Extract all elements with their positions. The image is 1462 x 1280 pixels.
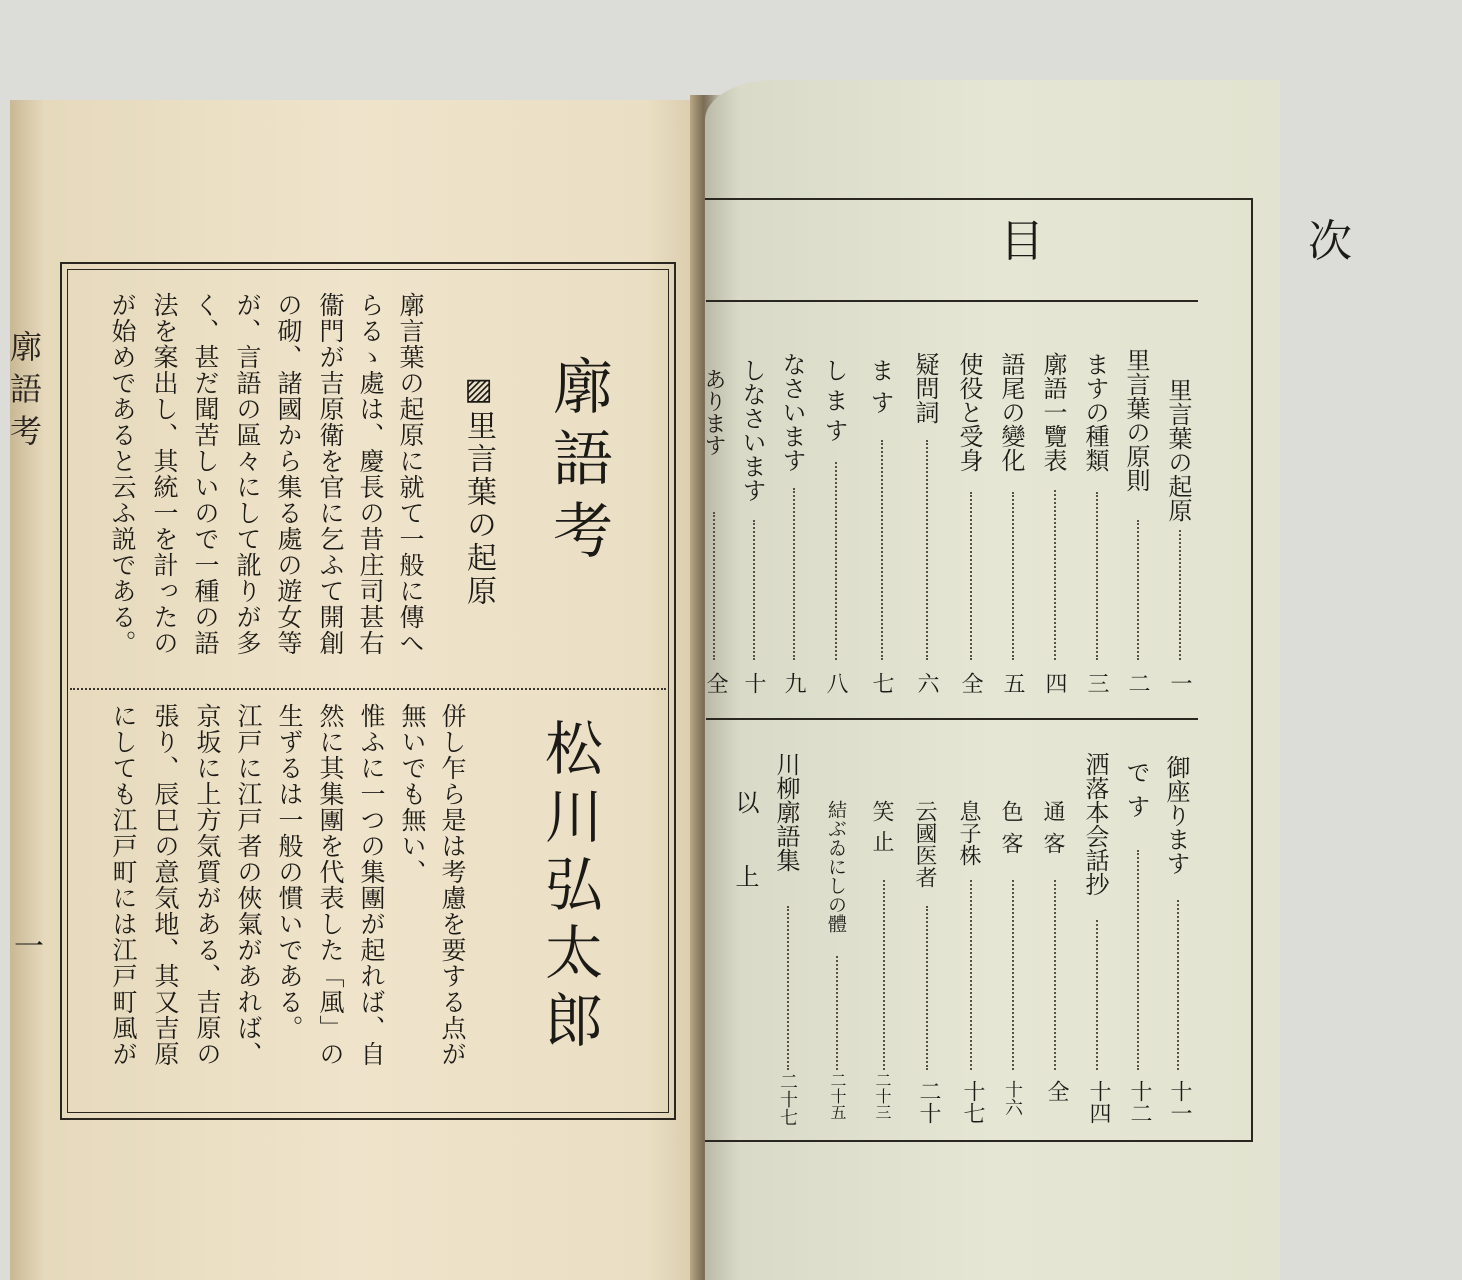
toc-entry-page: 九 <box>781 672 806 694</box>
toc-entry-title: 息子株 <box>956 800 981 866</box>
toc-entry-page: 三 <box>1084 672 1109 694</box>
toc-entry-page: 全 <box>703 672 728 694</box>
toc-entry-page: 七 <box>869 672 894 694</box>
toc-entry-title: 通客 <box>1040 800 1065 864</box>
toc-entry-page: 一 <box>1167 672 1192 694</box>
body-column: 併し乍ら是は考慮を要する点が <box>438 703 467 1067</box>
toc-entry-title: 笑止 <box>869 800 894 860</box>
toc-entry-page: 十 <box>741 672 766 694</box>
toc-entry-title: しなさいます <box>738 358 766 502</box>
toc-dot-leader <box>1012 492 1014 660</box>
toc-dot-leader <box>1137 520 1139 660</box>
toc-entry-page: 二十七 <box>777 1072 798 1126</box>
body-column: にしても江戸町には江戸町風が <box>109 703 138 1067</box>
author-name: 松川弘太郎 <box>535 718 603 1058</box>
page-number: 一 <box>8 930 43 960</box>
toc-entry-title: ますの種類 <box>1081 352 1109 472</box>
toc-entry-title: します <box>820 358 848 448</box>
body-column: 法を案出し、其統一を計ったの <box>150 292 179 656</box>
toc-dot-leader <box>1012 880 1014 1070</box>
body-column: く、甚だ聞苦しいので一種の語 <box>191 292 220 656</box>
toc-entry-title: 里言葉の原則 <box>1122 348 1150 492</box>
toc-dot-leader <box>881 440 883 660</box>
toc-title-rule <box>706 300 1198 302</box>
toc-entry-page: 二十 <box>916 1080 941 1124</box>
toc-entry-title: 洒落本会話抄 <box>1081 752 1109 896</box>
body-column: 無いでも無い、 <box>398 703 427 885</box>
spine-title: 廓語考 <box>5 330 43 456</box>
toc-section-rule <box>706 718 1198 720</box>
toc-dot-leader <box>970 880 972 1070</box>
section-heading: ▨里言葉の起原 <box>461 372 496 608</box>
toc-entry-page: 六 <box>914 672 939 694</box>
body-column: の砌、諸國から集る處の遊女等 <box>274 292 303 656</box>
toc-entry-title: 廓語一覽表 <box>1039 352 1067 472</box>
toc-entry-title: あります <box>701 368 726 456</box>
toc-dot-leader <box>970 492 972 660</box>
toc-dot-leader <box>1177 900 1179 1070</box>
toc-entry-page: 十一 <box>1167 1080 1192 1124</box>
toc-entry-page: 十四 <box>1086 1080 1111 1124</box>
toc-dot-leader <box>1054 490 1056 660</box>
toc-entry-page: 五 <box>1000 672 1025 694</box>
toc-dot-leader <box>1096 492 1098 660</box>
toc-dot-leader <box>926 906 928 1070</box>
toc-entry-title: 疑問詞 <box>911 352 939 424</box>
body-column: 張り、辰巳の意気地、其又吉原 <box>151 703 180 1067</box>
toc-entry-title: 川柳廓語集 <box>772 752 800 872</box>
body-column: 生ずるは一般の慣いである。 <box>275 703 304 1041</box>
toc-entry-page: 全 <box>958 672 983 694</box>
toc-dot-leader <box>713 512 715 660</box>
dotted-divider <box>70 688 666 690</box>
toc-dot-leader <box>1137 850 1139 1070</box>
toc-entry-page: 八 <box>823 672 848 694</box>
toc-entry-title: 以上 <box>731 790 759 938</box>
body-column: 江戸に江戸者の俠氣があれば、 <box>234 703 263 1067</box>
toc-entry-title: 使役と受身 <box>955 352 983 472</box>
book-title: 廓語考 <box>543 355 613 571</box>
toc-entry-page: 二十五 <box>828 1072 847 1120</box>
toc-dot-leader <box>835 462 837 660</box>
toc-entry-page: 四 <box>1042 672 1067 694</box>
toc-entry-title: です <box>1122 760 1150 828</box>
toc-dot-leader <box>926 440 928 660</box>
toc-entry-page: 十六 <box>1002 1080 1023 1116</box>
toc-entry-page: 二十三 <box>873 1072 892 1120</box>
toc-entry-page: 十二 <box>1127 1080 1152 1124</box>
toc-dot-leader <box>787 906 789 1070</box>
toc-entry-title: ます <box>866 358 894 422</box>
toc-dot-leader <box>1096 920 1098 1070</box>
toc-entry-title: なさいます <box>778 352 806 472</box>
toc-entry-page: 十七 <box>960 1080 985 1124</box>
toc-dot-leader <box>883 880 885 1070</box>
body-column: が始めであると云ふ説である。 <box>108 292 137 656</box>
toc-entry-title: 結ぶゐにしの體 <box>825 800 847 933</box>
body-column: 衞門が吉原衛を官に乞ふて開創 <box>316 292 345 656</box>
body-column: 廓言葉の起原に就て一般に傳へ <box>396 292 425 656</box>
toc-dot-leader <box>1054 880 1056 1070</box>
body-column: 惟ふに一つの集團が起れば、自 <box>357 703 386 1067</box>
toc-entry-title: 色客 <box>998 800 1023 864</box>
toc-dot-leader <box>836 956 838 1070</box>
body-column: 京坂に上方気質がある、吉原の <box>193 703 222 1067</box>
toc-dot-leader <box>793 488 795 660</box>
toc-entry-title: 語尾の變化 <box>997 352 1025 472</box>
body-column: が、言語の區々にして訛りが多 <box>233 292 262 656</box>
body-column: 然に其集團を代表した「風」の <box>316 703 345 1067</box>
toc-entry-title: 御座ります <box>1162 755 1190 875</box>
toc-title: 目 次 <box>1000 216 1462 267</box>
toc-dot-leader <box>1179 530 1181 660</box>
toc-entry-page: 二 <box>1125 672 1150 694</box>
toc-dot-leader <box>753 520 755 660</box>
toc-entry-title: 云國医者 <box>912 800 937 888</box>
body-column: らるゝ處は、慶長の昔庄司甚右 <box>356 292 385 656</box>
toc-entry-title: 里言葉の起原 <box>1164 378 1192 522</box>
toc-entry-page: 全 <box>1044 1080 1069 1102</box>
